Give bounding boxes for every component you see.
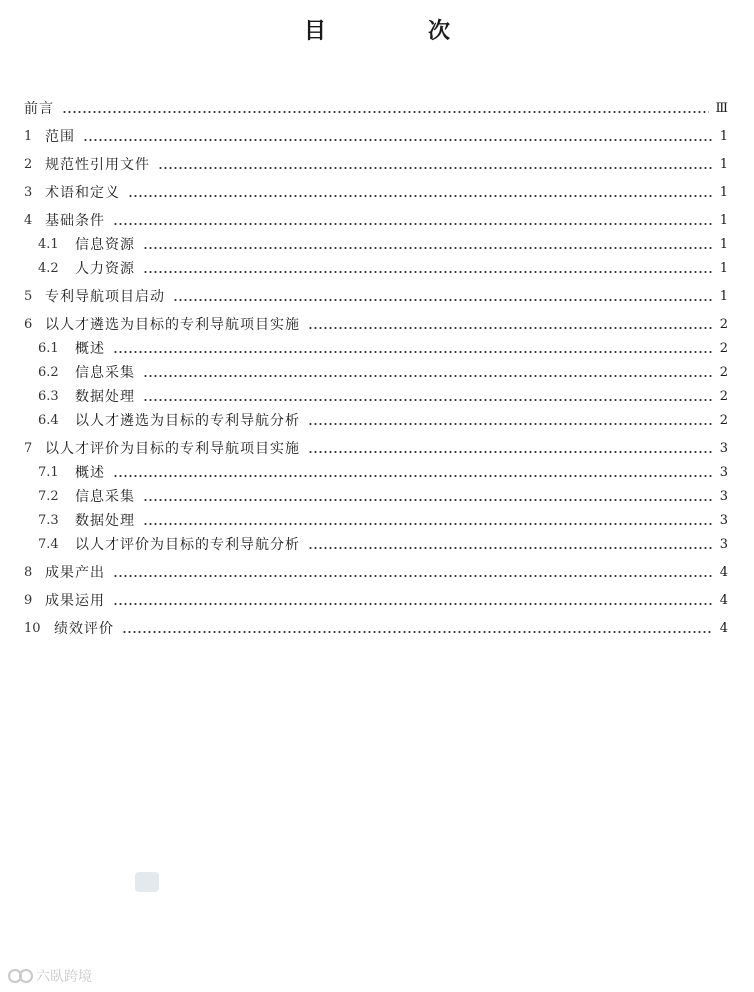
toc-entry-number: 6.3: [38, 389, 59, 404]
toc-entry[interactable]: [24, 306, 728, 334]
toc-entry-label: 信息资源: [75, 237, 135, 253]
toc-entry-label: 以人才评价为目标的专利导航项目实施: [45, 441, 300, 457]
toc-entry-number: 7.2: [38, 489, 59, 504]
toc-entry-page: 1: [719, 157, 728, 172]
toc-entry[interactable]: [24, 506, 728, 530]
toc-dot-leader: [308, 412, 712, 430]
toc-entry-label: 信息采集: [75, 489, 135, 505]
toc-entry-label: 信息采集: [75, 365, 135, 381]
toc-entry-page: 3: [719, 513, 728, 528]
toc-entry-page: 2: [719, 317, 728, 332]
toc-entry-label: 以人才评价为目标的专利导航分析: [75, 537, 300, 553]
toc-entry-page: 3: [719, 465, 728, 480]
toc-entry[interactable]: [24, 554, 728, 582]
toc-entry-number: 6: [24, 317, 33, 332]
toc-entry-number: 4.2: [38, 261, 59, 276]
toc-entry-page: 1: [719, 289, 728, 304]
toc-entry-number: 1: [24, 129, 33, 144]
toc-entry-page: Ⅲ: [715, 101, 728, 116]
toc-dot-leader: [143, 512, 712, 530]
toc-entry-page: 2: [719, 365, 728, 380]
toc-entry-number: 5: [24, 289, 33, 304]
toc-entry-label: 前言: [24, 101, 54, 117]
toc-entry-page: 4: [719, 621, 728, 636]
watermark: [8, 966, 92, 986]
toc-entry-label: 人力资源: [75, 261, 135, 277]
toc-entry-number: 10: [24, 621, 41, 636]
toc-entry-label: 规范性引用文件: [45, 157, 150, 173]
toc-entry-page: 2: [719, 341, 728, 356]
toc-entry-label: 成果产出: [45, 565, 105, 581]
toc-entry-label: 数据处理: [75, 513, 135, 529]
toc-dot-leader: [113, 464, 712, 482]
toc-dot-leader: [113, 212, 712, 230]
toc-entry-number: 6.2: [38, 365, 59, 380]
page-title: 目 次: [303, 19, 490, 44]
toc-dot-leader: [143, 260, 712, 278]
toc-entry-page: 1: [719, 237, 728, 252]
toc-entry[interactable]: [24, 174, 728, 202]
toc-entry[interactable]: [24, 230, 728, 254]
toc-entry[interactable]: [24, 278, 728, 306]
toc-dot-leader: [122, 620, 712, 638]
toc-entry[interactable]: [24, 382, 728, 406]
toc-dot-leader: [113, 340, 712, 358]
toc-entry[interactable]: [24, 334, 728, 358]
toc-entry-page: 1: [719, 185, 728, 200]
toc-entry-page: 2: [719, 389, 728, 404]
toc-entry-number: 7: [24, 441, 33, 456]
toc-entry[interactable]: [24, 482, 728, 506]
stamp-icon: [135, 872, 159, 892]
toc-entry-number: 3: [24, 185, 33, 200]
toc-entry-label: 专利导航项目启动: [45, 289, 165, 305]
watermark-text: 六臥跨境: [36, 969, 92, 985]
toc-entry-number: 8: [24, 565, 33, 580]
toc-dot-leader: [62, 100, 709, 118]
toc-entry-page: 3: [719, 537, 728, 552]
toc-dot-leader: [308, 440, 712, 458]
toc-dot-leader: [158, 156, 712, 174]
toc-entry-number: 4: [24, 213, 33, 228]
toc-entry[interactable]: [24, 406, 728, 430]
toc-dot-leader: [113, 592, 712, 610]
toc-entry[interactable]: [24, 202, 728, 230]
toc-entry-page: 1: [719, 261, 728, 276]
toc-dot-leader: [83, 128, 712, 146]
toc-entry[interactable]: [24, 358, 728, 382]
toc-entry[interactable]: [24, 582, 728, 610]
toc-entry-number: 9: [24, 593, 33, 608]
toc-entry[interactable]: [24, 458, 728, 482]
toc-entry-page: 3: [719, 489, 728, 504]
toc-entry-number: 6.4: [38, 413, 59, 428]
toc-entry[interactable]: [24, 118, 728, 146]
toc-entry[interactable]: [24, 530, 728, 554]
toc-entry-page: 3: [719, 441, 728, 456]
toc-dot-leader: [143, 236, 712, 254]
table-of-contents: [24, 90, 728, 638]
toc-entry-label: 范围: [45, 129, 75, 145]
toc-entry-number: 7.1: [38, 465, 59, 480]
toc-entry-label: 以人才遴选为目标的专利导航分析: [75, 413, 300, 429]
toc-entry-number: 4.1: [38, 237, 59, 252]
toc-entry-label: 概述: [75, 465, 105, 481]
toc-dot-leader: [143, 364, 712, 382]
toc-dot-leader: [308, 316, 712, 334]
toc-dot-leader: [173, 288, 712, 306]
toc-entry[interactable]: [24, 146, 728, 174]
toc-entry[interactable]: [24, 610, 728, 638]
toc-entry-label: 以人才遴选为目标的专利导航项目实施: [45, 317, 300, 333]
toc-dot-leader: [128, 184, 712, 202]
toc-entry-number: 7.4: [38, 537, 59, 552]
toc-entry-label: 成果运用: [45, 593, 105, 609]
toc-dot-leader: [143, 388, 712, 406]
toc-entry-label: 术语和定义: [45, 185, 120, 201]
toc-entry-label: 数据处理: [75, 389, 135, 405]
toc-entry[interactable]: [24, 254, 728, 278]
toc-entry-label: 基础条件: [45, 213, 105, 229]
toc-entry-number: 7.3: [38, 513, 59, 528]
toc-entry[interactable]: [24, 90, 728, 118]
toc-entry-page: 4: [719, 593, 728, 608]
toc-entry-number: 2: [24, 157, 33, 172]
toc-entry-page: 1: [719, 129, 728, 144]
toc-entry-number: 6.1: [38, 341, 59, 356]
toc-entry-label: 绩效评价: [54, 621, 114, 637]
toc-entry[interactable]: [24, 430, 728, 458]
toc-dot-leader: [143, 488, 712, 506]
toc-entry-label: 概述: [75, 341, 105, 357]
toc-entry-page: 4: [719, 565, 728, 580]
toc-entry-page: 1: [719, 213, 728, 228]
toc-dot-leader: [113, 564, 712, 582]
watermark-logo-icon: [8, 967, 34, 985]
toc-dot-leader: [308, 536, 712, 554]
toc-entry-page: 2: [719, 413, 728, 428]
